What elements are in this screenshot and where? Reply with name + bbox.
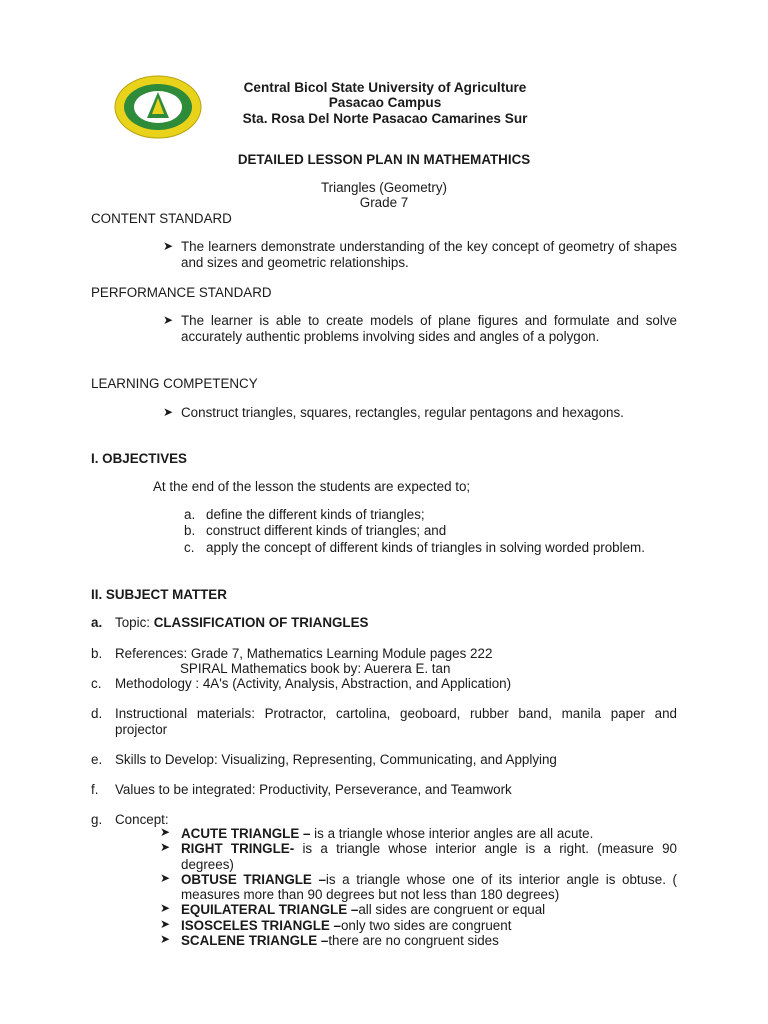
list-marker: a. — [91, 615, 103, 630]
list-item — [160, 872, 677, 903]
performance-standard-text: The learner is able to create models of plane figures and formulate and solve accurately authentic problems involving sides and angles of a polygon. — [181, 313, 677, 345]
arrow-bullet-icon: ➤ — [160, 870, 171, 885]
objectives-intro: At the end of the lesson the students are expected to; — [153, 479, 471, 494]
concept-definition: only two sides are congruent — [340, 917, 512, 933]
university-name: Central Bicol State University of Agriculture — [243, 80, 527, 95]
learning-competency-bullet — [163, 405, 677, 421]
list-marker: g. — [91, 812, 103, 827]
arrow-bullet-icon: ➤ — [160, 931, 171, 946]
list-item — [160, 826, 677, 841]
materials-text: Instructional materials: Protractor, cartolina, geoboard, rubber band, manila paper and projector — [115, 706, 677, 738]
header-block — [195, 80, 575, 126]
concept-term: OBTUSE TRIANGLE – — [181, 871, 326, 887]
materials-row — [91, 706, 677, 739]
list-marker: b. — [184, 523, 196, 539]
list-marker: a. — [184, 507, 196, 522]
list-item — [184, 523, 677, 539]
topic-line: Triangles (Geometry) — [320, 180, 447, 195]
list-marker: c. — [184, 539, 195, 555]
concept-term: RIGHT TRINGLE- — [181, 841, 295, 857]
arrow-bullet-icon: ➤ — [163, 405, 174, 419]
campus-address: Sta. Rosa Del Norte Pasacao Camarines Sur — [242, 110, 528, 126]
list-item — [160, 841, 677, 872]
topic-row — [91, 615, 677, 631]
learning-competency-text: Construct triangles, squares, rectangles, regular pentagons and hexagons. — [181, 405, 624, 420]
concept-definition: there are no congruent sides — [328, 932, 499, 948]
list-item — [160, 933, 677, 948]
concept-definition: is a triangle whose one of its interior angle is obtuse. ( measures more than 90 degrees but not less than 180 degrees) — [181, 871, 677, 903]
references-text: References: Grade 7, Mathematics Learning Module pages 222 — [115, 646, 493, 661]
topic-label: Topic: — [115, 615, 154, 630]
performance-standard-heading: PERFORMANCE STANDARD — [91, 285, 272, 300]
list-marker: c. — [91, 676, 102, 691]
topic-block — [0, 180, 768, 211]
concept-term: ISOSCELES TRIANGLE – — [181, 917, 341, 933]
content-standard-bullet — [163, 239, 677, 272]
methodology-text: Methodology : 4A's (Activity, Analysis, Abstraction, and Application) — [115, 676, 512, 691]
list-item-text: define the different kinds of triangles; — [206, 507, 425, 522]
arrow-bullet-icon: ➤ — [160, 825, 171, 839]
content-standard-text: The learners demonstrate understanding of the key concept of geometry of shapes and sizes and geometric relationships. — [181, 239, 677, 271]
arrow-bullet-icon: ➤ — [160, 840, 171, 855]
arrow-bullet-icon: ➤ — [163, 313, 174, 327]
values-text: Values to be integrated: Productivity, Perseverance, and Teamwork — [115, 782, 512, 797]
list-marker: d. — [91, 706, 103, 721]
concept-term: SCALENE TRIANGLE – — [181, 932, 329, 948]
concept-term: ACUTE TRIANGLE – — [181, 826, 311, 841]
arrow-bullet-icon: ➤ — [163, 239, 174, 253]
list-item-text: apply the concept of different kinds of triangles in solving worded problem. — [206, 539, 645, 555]
skills-text: Skills to Develop: Visualizing, Representing, Communicating, and Applying — [115, 752, 557, 767]
concept-term: EQUILATERAL TRIANGLE – — [181, 902, 359, 918]
list-item — [184, 507, 677, 523]
campus-name: Pasacao Campus — [328, 95, 442, 111]
concept-definition: all sides are congruent or equal — [358, 902, 546, 918]
content-standard-heading: CONTENT STANDARD — [91, 211, 232, 226]
values-row — [91, 782, 677, 798]
concept-definition: is a triangle whose interior angle is a right. (measure 90 degrees) — [181, 841, 678, 872]
list-item — [160, 902, 677, 917]
performance-standard-bullet — [163, 313, 677, 346]
list-item-text: construct different kinds of triangles; and — [206, 523, 447, 539]
references-book: SPIRAL Mathematics book by: Auerera E. tan — [180, 661, 451, 676]
skills-row — [91, 752, 677, 768]
list-marker: f. — [91, 782, 99, 797]
methodology-row — [91, 676, 677, 692]
objectives-heading: I. OBJECTIVES — [91, 451, 187, 466]
list-marker: e. — [91, 752, 103, 767]
concept-list — [160, 826, 677, 948]
concept-definition: is a triangle whose interior angles are all acute. — [310, 826, 594, 841]
concept-label: Concept: — [115, 812, 169, 827]
objectives-list — [184, 507, 677, 556]
grade-line: Grade 7 — [359, 195, 409, 211]
list-marker: b. — [91, 646, 103, 661]
document-title: DETAILED LESSON PLAN IN MATHEMATHICS — [237, 152, 531, 167]
list-item — [160, 918, 677, 933]
arrow-bullet-icon: ➤ — [160, 901, 171, 916]
references-row — [91, 646, 677, 662]
list-item — [184, 540, 677, 556]
subject-matter-heading: II. SUBJECT MATTER — [91, 587, 227, 602]
arrow-bullet-icon: ➤ — [160, 916, 171, 931]
learning-competency-heading: LEARNING COMPETENCY — [91, 376, 258, 391]
university-seal-logo — [113, 74, 203, 140]
topic-value: CLASSIFICATION OF TRIANGLES — [153, 615, 369, 630]
